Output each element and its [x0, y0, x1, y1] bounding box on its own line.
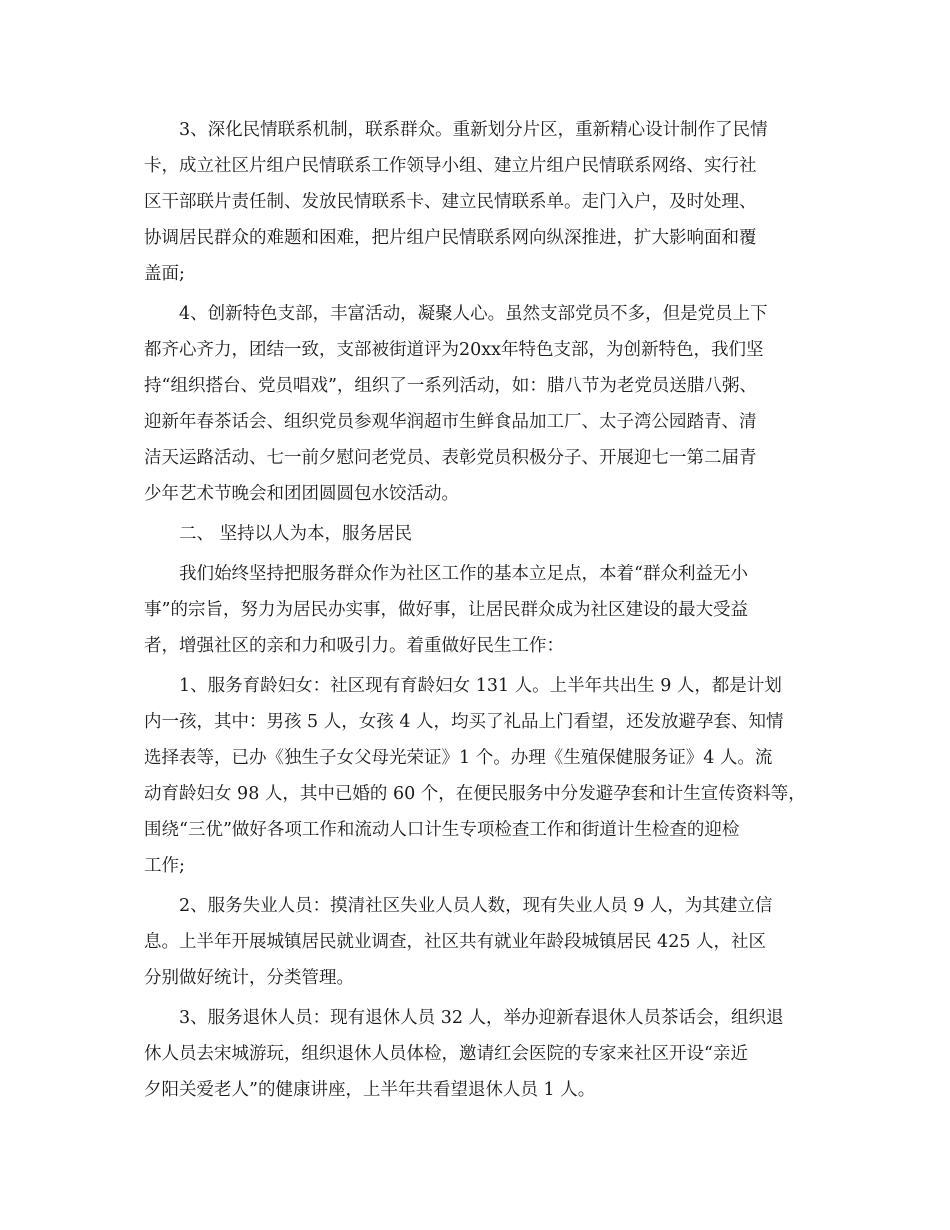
text-line: 盖面; — [144, 264, 185, 284]
paragraph-childbearing-women — [144, 668, 824, 884]
text-line: 我们始终坚持把服务群众作为社区工作的基本立足点，本着“群众利益无小 — [179, 564, 748, 584]
text-line: 休人员去宋城游玩，组织退休人员体检，邀请红会医院的专家来社区开设“亲近 — [144, 1044, 748, 1064]
paragraph-community-liaison — [144, 112, 824, 292]
paragraph-service-intro — [144, 556, 824, 664]
text-line: 卡，成立社区片组户民情联系工作领导小组、建立片组户民情联系网络、实行社 — [144, 156, 757, 176]
section-heading: 二、 坚持以人为本，服务居民 — [179, 524, 413, 544]
text-line: 少年艺术节晚会和团团圆圆包水饺活动。 — [144, 484, 459, 504]
text-line: 动育龄妇女 98 人，其中已婚的 60 个，在便民服务中分发避孕套和计生宣传资料等， — [144, 784, 806, 804]
text-line: 3、服务退休人员：现有退休人员 32 人，举办迎新春退休人员茶话会，组织退 — [179, 1008, 784, 1028]
text-line: 洁天运路活动、七一前夕慰问老党员、表彰党员积极分子、开展迎七一第二届青 — [144, 448, 757, 468]
paragraph-unemployed — [144, 888, 824, 996]
text-line: 3、深化民情联系机制，联系群众。重新划分片区，重新精心设计制作了民情 — [179, 120, 768, 140]
text-line: 选择表等，已办《独生子女父母光荣证》1 个。办理《生殖保健服务证》4 人。流 — [144, 748, 773, 768]
text-line: 工作; — [144, 856, 185, 876]
text-line: 持“组织搭台、党员唱戏”，组织了一系列活动，如：腊八节为老党员送腊八粥、 — [144, 376, 757, 396]
text-line: 围绕“三优”做好各项工作和流动人口计生专项检查工作和街道计生检查的迎检 — [144, 820, 740, 840]
text-line: 事”的宗旨，努力为居民办实事，做好事，让居民群众成为社区建设的最大受益 — [144, 600, 748, 620]
text-line: 内一孩，其中：男孩 5 人，女孩 4 人，均买了礼品上门看望，还发放避孕套、知情 — [144, 712, 784, 732]
paragraph-party-branch — [144, 296, 824, 512]
document-page — [144, 112, 824, 1112]
text-line: 4、创新特色支部，丰富活动，凝聚人心。虽然支部党员不多，但是党员上下 — [179, 304, 768, 324]
text-line: 迎新年春茶话会、组织党员参观华润超市生鲜食品加工厂、太子湾公园踏青、清 — [144, 412, 757, 432]
text-line: 分别做好统计，分类管理。 — [144, 968, 354, 988]
text-line: 者，增强社区的亲和力和吸引力。着重做好民生工作： — [144, 636, 564, 656]
text-line: 都齐心齐力，团结一致，支部被街道评为20xx年特色支部，为创新特色，我们坚 — [144, 340, 764, 360]
text-line: 区干部联片责任制、发放民情联系卡、建立民情联系单。走门入户，及时处理、 — [144, 192, 757, 212]
text-line: 息。上半年开展城镇居民就业调查，社区共有就业年龄段城镇居民 425 人，社区 — [144, 932, 767, 952]
text-line: 夕阳关爱老人”的健康讲座，上半年共看望退休人员 1 人。 — [144, 1080, 596, 1100]
text-line: 协调居民群众的难题和困难，把片组户民情联系网向纵深推进，扩大影响面和覆 — [144, 228, 757, 248]
paragraph-retirees — [144, 1000, 824, 1108]
text-line: 2、服务失业人员：摸清社区失业人员人数，现有失业人员 9 人，为其建立信 — [179, 896, 773, 916]
text-line: 1、服务育龄妇女：社区现有育龄妇女 131 人。上半年共出生 9 人，都是计划 — [179, 676, 782, 696]
